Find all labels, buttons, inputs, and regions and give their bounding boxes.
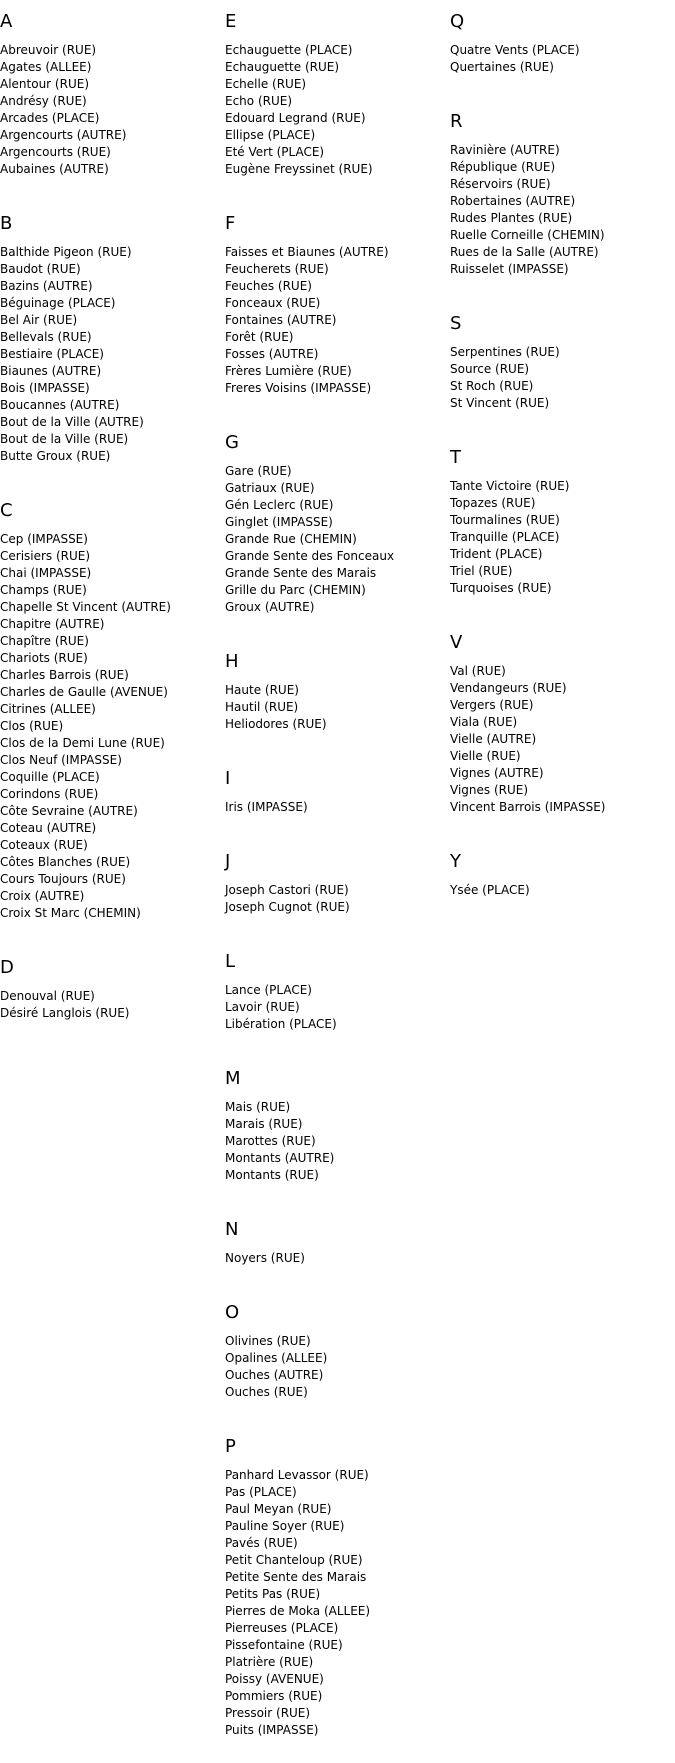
street-item[interactable]: Freres Voisins (IMPASSE) [225, 381, 372, 395]
letter-section-d [0, 958, 225, 1046]
street-item[interactable]: Echo (RUE) [225, 94, 293, 108]
street-item[interactable]: Denouval (RUE) [0, 989, 95, 1003]
letter-heading: B [0, 213, 13, 234]
street-item[interactable]: Croix St Marc (CHEMIN) [0, 906, 141, 920]
street-item[interactable]: Vergers (RUE) [450, 698, 534, 712]
street-item[interactable]: Joseph Cugnot (RUE) [225, 900, 350, 914]
street-item[interactable]: Biaunes (AUTRE) [0, 364, 102, 378]
street-item[interactable]: Bestiaire (PLACE) [0, 347, 104, 361]
street-item[interactable]: Rudes Plantes (RUE) [450, 211, 573, 225]
street-item[interactable]: Montants (AUTRE) [225, 1151, 335, 1165]
section-spacer [0, 922, 225, 946]
street-item[interactable]: Pressoir (RUE) [225, 1706, 311, 1720]
street-item[interactable]: Béguinage (PLACE) [0, 296, 116, 310]
street-item[interactable]: Panhard Levassor (RUE) [225, 1468, 369, 1482]
section-spacer [225, 616, 450, 640]
street-item[interactable]: Olivines (RUE) [225, 1334, 311, 1348]
letter-heading: J [225, 851, 231, 872]
street-item[interactable]: Viala (RUE) [450, 715, 518, 729]
section-spacer [225, 1267, 450, 1291]
letter-heading: R [450, 111, 463, 132]
street-column-2 [225, 0, 450, 1763]
section-spacer [450, 76, 675, 100]
section-spacer [0, 1022, 225, 1046]
section-spacer [225, 1739, 450, 1763]
street-item[interactable]: Vincent Barrois (IMPASSE) [450, 800, 606, 814]
street-item[interactable]: Balthide Pigeon (RUE) [0, 245, 132, 259]
street-list [225, 1099, 450, 1184]
letter-heading: G [225, 432, 239, 453]
street-item[interactable]: Clos de la Demi Lune (RUE) [0, 736, 165, 750]
street-item[interactable]: Ravinière (AUTRE) [450, 143, 560, 157]
letter-heading: P [225, 1436, 236, 1457]
street-item[interactable]: Charles Barrois (RUE) [0, 668, 129, 682]
street-item[interactable]: Feuches (RUE) [225, 279, 312, 293]
street-item[interactable]: St Roch (RUE) [450, 379, 534, 393]
street-item[interactable]: Eugène Freyssinet (RUE) [225, 162, 373, 176]
street-item[interactable]: Coquille (PLACE) [0, 770, 100, 784]
letter-section-n [225, 1220, 450, 1291]
street-item[interactable]: Ellipse (PLACE) [225, 128, 316, 142]
street-item[interactable]: St Vincent (RUE) [450, 396, 550, 410]
street-list [450, 344, 675, 412]
street-list [225, 42, 450, 178]
street-list [225, 244, 450, 397]
street-item[interactable]: Côte Sevraine (AUTRE) [0, 804, 138, 818]
street-item[interactable]: Cours Toujours (RUE) [0, 872, 126, 886]
street-item[interactable]: Triel (RUE) [450, 564, 513, 578]
letter-heading: A [0, 11, 13, 32]
section-spacer [450, 278, 675, 302]
section-spacer [450, 816, 675, 840]
street-item[interactable]: Platrière (RUE) [225, 1655, 314, 1669]
street-item[interactable]: Vielle (RUE) [450, 749, 521, 763]
street-item[interactable]: Pavés (RUE) [225, 1536, 298, 1550]
street-item[interactable]: Val (RUE) [450, 664, 506, 678]
street-item[interactable]: Argencourts (RUE) [0, 145, 111, 159]
street-item[interactable]: Ruisselet (IMPASSE) [450, 262, 569, 276]
street-list [225, 463, 450, 616]
street-item[interactable]: Poissy (AVENUE) [225, 1672, 324, 1686]
section-spacer [225, 397, 450, 421]
street-item[interactable]: Hautil (RUE) [225, 700, 299, 714]
street-item[interactable]: Ysée (PLACE) [450, 883, 530, 897]
street-list [450, 42, 675, 76]
letter-heading: L [225, 951, 236, 972]
street-list [225, 982, 450, 1033]
section-spacer [450, 597, 675, 621]
street-item[interactable]: Chai (IMPASSE) [0, 566, 92, 580]
street-item[interactable]: Chariots (RUE) [0, 651, 88, 665]
street-item[interactable]: Croix (AUTRE) [0, 889, 85, 903]
street-item[interactable]: Chapitre (AUTRE) [0, 617, 105, 631]
street-item[interactable]: Marottes (RUE) [225, 1134, 316, 1148]
street-item[interactable]: Bout de la Ville (RUE) [0, 432, 129, 446]
street-item[interactable]: Désiré Langlois (RUE) [0, 1006, 130, 1020]
street-item[interactable]: Noyers (RUE) [225, 1251, 305, 1265]
street-item[interactable]: Trident (PLACE) [450, 547, 543, 561]
street-item[interactable]: Baudot (RUE) [0, 262, 81, 276]
street-item[interactable]: Coteau (AUTRE) [0, 821, 97, 835]
letter-section-r [450, 112, 675, 302]
street-item[interactable]: Paul Meyan (RUE) [225, 1502, 332, 1516]
street-item[interactable]: Puits (IMPASSE) [225, 1723, 319, 1737]
street-item[interactable]: Pauline Soyer (RUE) [225, 1519, 345, 1533]
street-item[interactable]: Gatriaux (RUE) [225, 481, 315, 495]
street-item[interactable]: Champs (RUE) [0, 583, 87, 597]
street-list [225, 882, 450, 916]
street-list [225, 1250, 450, 1267]
street-item[interactable]: Aubaines (AUTRE) [0, 162, 109, 176]
street-item[interactable]: Groux (AUTRE) [225, 600, 315, 614]
street-item[interactable]: Bazins (AUTRE) [0, 279, 93, 293]
street-item[interactable]: Vendangeurs (RUE) [450, 681, 567, 695]
section-spacer [0, 465, 225, 489]
street-item[interactable]: Abreuvoir (RUE) [0, 43, 97, 57]
letter-section-g [225, 433, 450, 640]
street-list [450, 478, 675, 597]
street-item[interactable]: Gare (RUE) [225, 464, 292, 478]
street-item[interactable]: Grande Sente des Fonceaux [225, 549, 395, 563]
street-list [225, 799, 450, 816]
street-item[interactable]: Butte Groux (RUE) [0, 449, 111, 463]
street-item[interactable]: Citrines (ALLEE) [0, 702, 96, 716]
street-item[interactable]: Haute (RUE) [225, 683, 299, 697]
street-item[interactable]: Forêt (RUE) [225, 330, 294, 344]
street-item[interactable]: Bout de la Ville (AUTRE) [0, 415, 144, 429]
street-item[interactable]: Lavoir (RUE) [225, 1000, 300, 1014]
letter-heading: S [450, 313, 462, 334]
street-item[interactable]: Bel Air (RUE) [0, 313, 78, 327]
street-item[interactable]: Clos (RUE) [0, 719, 64, 733]
street-item[interactable]: Source (RUE) [450, 362, 530, 376]
street-item[interactable]: Grille du Parc (CHEMIN) [225, 583, 366, 597]
street-item[interactable]: Montants (RUE) [225, 1168, 319, 1182]
street-item[interactable]: Libération (PLACE) [225, 1017, 337, 1031]
street-item[interactable]: République (RUE) [450, 160, 556, 174]
street-list [0, 42, 225, 178]
letter-heading: N [225, 1219, 239, 1240]
street-item[interactable]: Petite Sente des Marais [225, 1570, 367, 1584]
street-item[interactable]: Chapître (RUE) [0, 634, 89, 648]
street-item[interactable]: Fontaines (AUTRE) [225, 313, 337, 327]
street-item[interactable]: Ruelle Corneille (CHEMIN) [450, 228, 605, 242]
letter-heading: V [450, 632, 463, 653]
street-column-3 [450, 0, 675, 923]
street-item[interactable]: Echauguette (PLACE) [225, 43, 353, 57]
street-item[interactable]: Grande Rue (CHEMIN) [225, 532, 357, 546]
street-item[interactable]: Côtes Blanches (RUE) [0, 855, 131, 869]
street-item[interactable]: Corindons (RUE) [0, 787, 99, 801]
street-item[interactable]: Ouches (AUTRE) [225, 1368, 324, 1382]
street-item[interactable]: Marais (RUE) [225, 1117, 303, 1131]
street-item[interactable]: Arcades (PLACE) [0, 111, 100, 125]
section-spacer [225, 816, 450, 840]
street-item[interactable]: Gén Leclerc (RUE) [225, 498, 334, 512]
street-column-1 [0, 0, 225, 1046]
street-item[interactable]: Pas (PLACE) [225, 1485, 297, 1499]
street-list [225, 682, 450, 733]
street-item[interactable]: Fosses (AUTRE) [225, 347, 319, 361]
letter-section-h [225, 652, 450, 757]
street-item[interactable]: Grande Sente des Marais [225, 566, 377, 580]
street-item[interactable]: Iris (IMPASSE) [225, 800, 308, 814]
street-item[interactable]: Cep (IMPASSE) [0, 532, 88, 546]
street-item[interactable]: Faisses et Biaunes (AUTRE) [225, 245, 389, 259]
letter-section-q [450, 12, 675, 100]
letter-section-s [450, 314, 675, 436]
letter-section-e [225, 12, 450, 202]
street-list [0, 244, 225, 465]
street-list [450, 663, 675, 816]
letter-heading: I [225, 768, 231, 789]
street-item[interactable]: Topazes (RUE) [450, 496, 536, 510]
street-item[interactable]: Andrésy (RUE) [0, 94, 87, 108]
street-item[interactable]: Cerisiers (RUE) [0, 549, 91, 563]
street-list [450, 142, 675, 278]
letter-section-b [0, 214, 225, 489]
street-item[interactable]: Echelle (RUE) [225, 77, 307, 91]
letter-section-a [0, 12, 225, 202]
letter-heading: E [225, 11, 237, 32]
street-item[interactable]: Pommiers (RUE) [225, 1689, 323, 1703]
street-item[interactable]: Fonceaux (RUE) [225, 296, 321, 310]
street-item[interactable]: Ouches (RUE) [225, 1385, 308, 1399]
street-item[interactable]: Heliodores (RUE) [225, 717, 327, 731]
street-item[interactable]: Charles de Gaulle (AVENUE) [0, 685, 168, 699]
street-item[interactable]: Robertaines (AUTRE) [450, 194, 576, 208]
street-item[interactable]: Edouard Legrand (RUE) [225, 111, 366, 125]
street-item[interactable]: Quatre Vents (PLACE) [450, 43, 580, 57]
letter-heading: H [225, 651, 239, 672]
street-item[interactable]: Quertaines (RUE) [450, 60, 554, 74]
street-list [225, 1467, 450, 1739]
street-item[interactable]: Vielle (AUTRE) [450, 732, 537, 746]
street-list [0, 988, 225, 1022]
section-spacer [225, 1033, 450, 1057]
section-spacer [225, 916, 450, 940]
letter-section-f [225, 214, 450, 421]
street-item[interactable]: Bois (IMPASSE) [0, 381, 90, 395]
street-item[interactable]: Pierreuses (PLACE) [225, 1621, 339, 1635]
street-list [225, 1333, 450, 1401]
street-item[interactable]: Pierres de Moka (ALLEE) [225, 1604, 371, 1618]
street-item[interactable]: Eté Vert (PLACE) [225, 145, 325, 159]
street-item[interactable]: Tante Victoire (RUE) [450, 479, 570, 493]
street-item[interactable]: Feucherets (RUE) [225, 262, 329, 276]
street-item[interactable]: Rues de la Salle (AUTRE) [450, 245, 599, 259]
street-item[interactable]: Tranquille (PLACE) [450, 530, 560, 544]
letter-heading: O [225, 1302, 240, 1323]
letter-heading: C [0, 500, 13, 521]
letter-section-y [450, 852, 675, 923]
letter-heading: T [450, 447, 461, 468]
street-item[interactable]: Vignes (RUE) [450, 783, 529, 797]
street-item[interactable]: Ginglet (IMPASSE) [225, 515, 333, 529]
section-spacer [450, 412, 675, 436]
section-spacer [0, 178, 225, 202]
street-item[interactable]: Agates (ALLEE) [0, 60, 92, 74]
street-item[interactable]: Turquoises (RUE) [450, 581, 552, 595]
letter-heading: D [0, 957, 14, 978]
letter-section-t [450, 448, 675, 621]
letter-heading: Q [450, 11, 465, 32]
street-item[interactable]: Frères Lumière (RUE) [225, 364, 352, 378]
letter-section-l [225, 952, 450, 1057]
section-spacer [450, 899, 675, 923]
street-item[interactable]: Argencourts (AUTRE) [0, 128, 127, 142]
letter-section-m [225, 1069, 450, 1208]
street-item[interactable]: Bellevals (RUE) [0, 330, 92, 344]
street-item[interactable]: Opalines (ALLEE) [225, 1351, 328, 1365]
letter-section-c [0, 501, 225, 946]
letter-section-p [225, 1437, 450, 1763]
street-item[interactable]: Joseph Castori (RUE) [225, 883, 349, 897]
letter-heading: Y [450, 851, 461, 872]
letter-heading: M [225, 1068, 241, 1089]
street-item[interactable]: Mais (RUE) [225, 1100, 291, 1114]
street-item[interactable]: Serpentines (RUE) [450, 345, 560, 359]
section-spacer [225, 178, 450, 202]
letter-section-i [225, 769, 450, 840]
street-item[interactable]: Tourmalines (RUE) [450, 513, 560, 527]
street-item[interactable]: Clos Neuf (IMPASSE) [0, 753, 122, 767]
street-list [0, 531, 225, 922]
street-item[interactable]: Lance (PLACE) [225, 983, 312, 997]
street-item[interactable]: Boucannes (AUTRE) [0, 398, 120, 412]
street-item[interactable]: Petit Chanteloup (RUE) [225, 1553, 363, 1567]
street-item[interactable]: Chapelle St Vincent (AUTRE) [0, 600, 171, 614]
letter-section-v [450, 633, 675, 840]
letter-section-o [225, 1303, 450, 1425]
section-spacer [225, 1401, 450, 1425]
letter-section-j [225, 852, 450, 940]
section-spacer [225, 733, 450, 757]
street-item[interactable]: Coteaux (RUE) [0, 838, 88, 852]
letter-heading: F [225, 213, 236, 234]
street-item[interactable]: Vignes (AUTRE) [450, 766, 544, 780]
street-list [450, 882, 675, 899]
section-spacer [225, 1184, 450, 1208]
street-item[interactable]: Réservoirs (RUE) [450, 177, 551, 191]
street-item[interactable]: Petits Pas (RUE) [225, 1587, 321, 1601]
street-item[interactable]: Alentour (RUE) [0, 77, 89, 91]
street-item[interactable]: Pissefontaine (RUE) [225, 1638, 343, 1652]
street-item[interactable]: Echauguette (RUE) [225, 60, 340, 74]
